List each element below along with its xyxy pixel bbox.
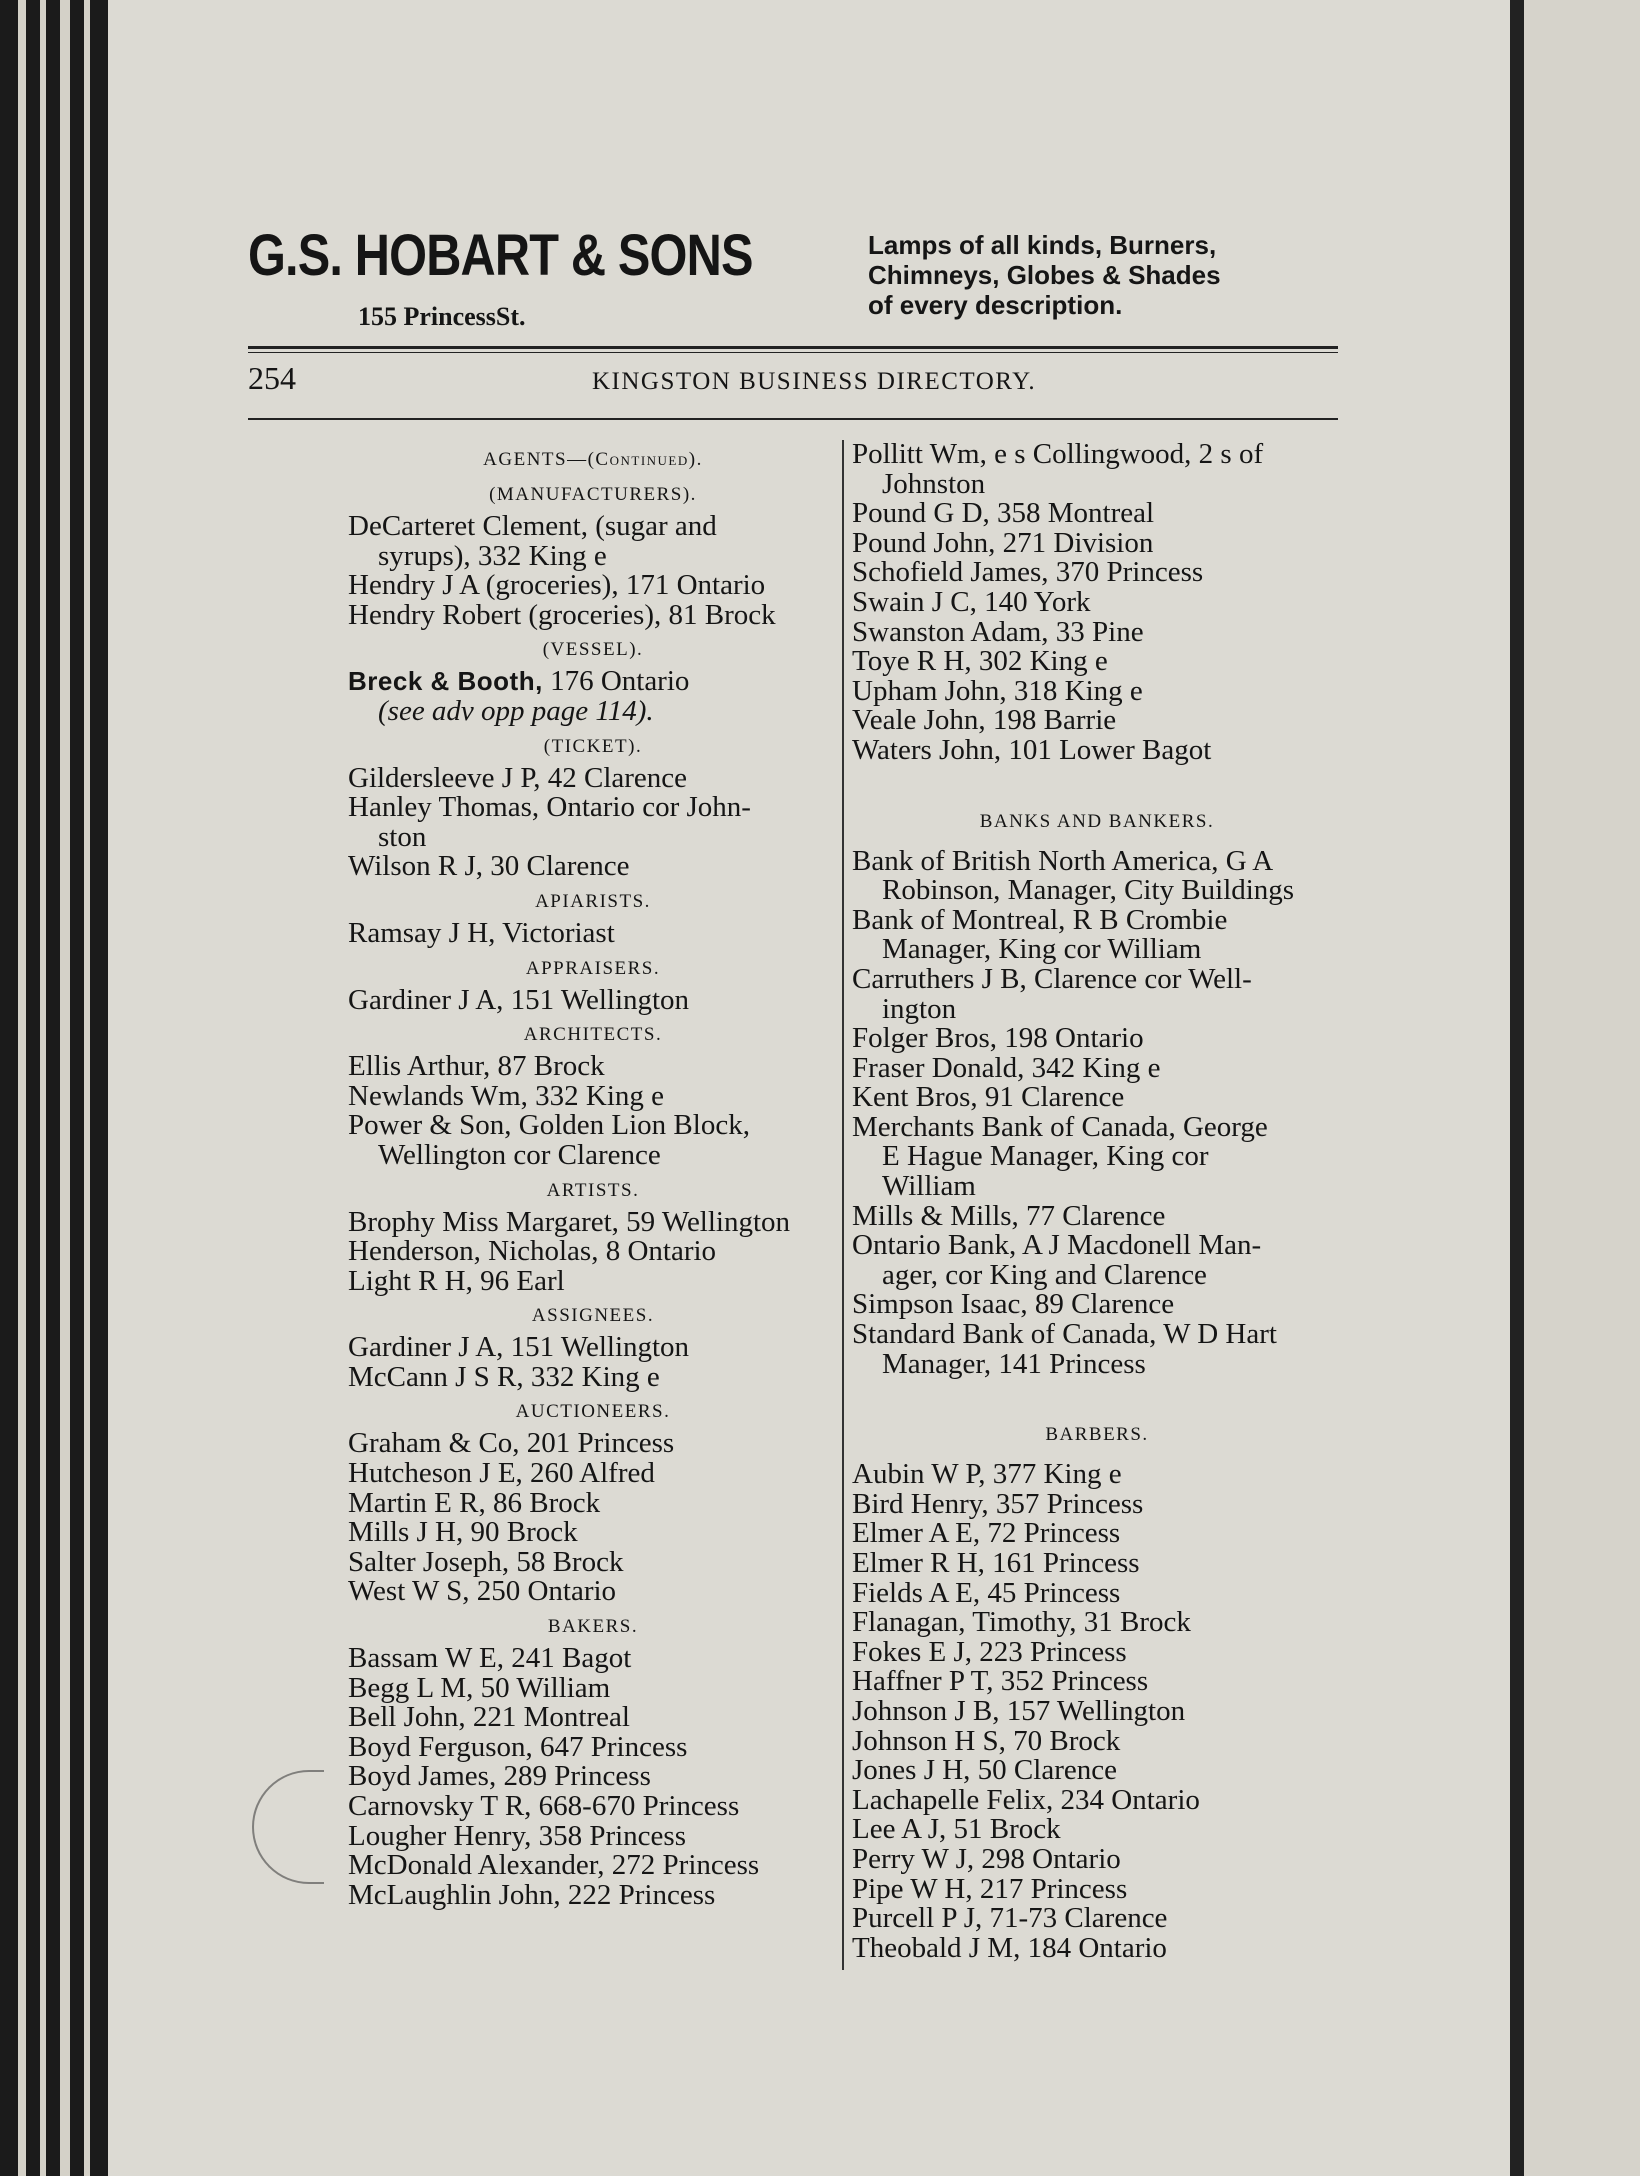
directory-entry: [852, 1667, 1342, 1697]
directory-entry: [852, 1519, 1342, 1549]
directory-entry: [852, 1815, 1342, 1845]
section-heading: ASSIGNEES.: [531, 1305, 655, 1327]
directory-entry: [852, 1576, 1342, 1609]
column-divider: [842, 440, 844, 1970]
directory-entry: [852, 674, 1342, 707]
section-heading: ARTISTS.: [546, 1179, 640, 1201]
directory-entry: [852, 440, 1342, 499]
directory-entry: [852, 499, 1342, 529]
entry-text: Flanagan, Timothy, 31 Brock: [852, 1606, 1191, 1639]
directory-entry: [348, 1762, 838, 1792]
entry-text: Gardiner J A, 151 Wellington: [348, 983, 690, 1016]
entry-text: Mills J H, 90 Brock: [348, 1516, 578, 1549]
directory-entry: [852, 1549, 1342, 1579]
entry-text: Pound G D, 358 Montreal: [852, 497, 1155, 530]
entry-continuation: ington: [882, 992, 957, 1025]
entry-text: Fokes E J, 223 Princess: [852, 1635, 1127, 1668]
directory-entry: [348, 1644, 838, 1674]
directory-entry: [348, 1486, 838, 1519]
directory-entry: [348, 1429, 838, 1459]
entry-text: Henderson, Nicholas, 8 Ontario: [348, 1235, 717, 1268]
page-binding-edge: [0, 0, 108, 2176]
entry-text: Gardiner J A, 151 Wellington: [348, 1331, 690, 1364]
entry-text: Fields A E, 45 Princess: [852, 1576, 1121, 1609]
page-number: 254: [248, 360, 296, 396]
section-heading: ARCHITECTS.: [523, 1024, 663, 1046]
entry-text: Carnovsky T R, 668-670 Princess: [348, 1790, 740, 1822]
directory-entry: [852, 1783, 1342, 1816]
entry-text: Ramsay J H, Victoriast: [348, 916, 615, 949]
entry-continuation: William: [882, 1170, 976, 1203]
directory-entry: [852, 558, 1342, 588]
entry-text: Kent Bros, 91 Clarence: [852, 1081, 1125, 1114]
next-page-edge: [1510, 0, 1640, 2176]
header-rule-bottom: [248, 418, 1338, 420]
directory-entry: [852, 1694, 1342, 1727]
directory-entry: [348, 598, 838, 631]
entry-text: McDonald Alexander, 272 Princess: [348, 1849, 760, 1882]
directory-entry: [852, 1724, 1342, 1757]
entry-text: Johnson J B, 157 Wellington: [852, 1694, 1186, 1727]
right-column: [852, 440, 1342, 1963]
directory-entry: [348, 1205, 838, 1238]
entry-text: Begg L M, 50 William: [348, 1671, 611, 1704]
section-heading: AUCTIONEERS.: [515, 1401, 671, 1423]
directory-entry: [348, 1360, 838, 1393]
entry-text: Pollitt Wm, e s Collingwood, 2 s of: [852, 438, 1264, 470]
entry-text: McCann J S R, 332 King e: [348, 1360, 660, 1393]
directory-entry: [852, 1231, 1342, 1290]
entry-text: Pound John, 271 Division: [852, 526, 1154, 559]
directory-entry: [348, 1671, 838, 1704]
advert-tagline: [868, 230, 1221, 320]
entry-text: Ellis Arthur, 87 Brock: [348, 1050, 605, 1083]
directory-entry: [852, 585, 1342, 618]
directory-entry: [852, 1083, 1342, 1113]
directory-entry: [348, 1545, 838, 1578]
entry-name-bold: Breck & Booth,: [348, 666, 543, 697]
entry-text: Merchants Bank of Canada, George: [852, 1110, 1268, 1143]
directory-entry: [348, 1052, 838, 1082]
directory-entry: [852, 1051, 1342, 1084]
entry-text: McLaughlin John, 222 Princess: [348, 1878, 716, 1911]
entry-text: Upham John, 318 King e: [852, 674, 1143, 707]
entry-text: Gildersleeve J P, 42 Clarence: [348, 761, 688, 794]
entry-text: West W S, 250 Ontario: [348, 1575, 617, 1608]
entry-text: Graham & Co, 201 Princess: [348, 1427, 675, 1460]
advert-business-name: G.S. HOBART & SONS: [248, 223, 753, 288]
header-rule-thin: [248, 352, 1338, 353]
directory-entry: [348, 1577, 838, 1607]
directory-entry: [348, 761, 838, 794]
entry-text: Pipe W H, 217 Princess: [852, 1872, 1128, 1905]
section-heading: APPRAISERS.: [525, 957, 661, 979]
directory-entry: [348, 571, 838, 601]
entry-text: Waters John, 101 Lower Bagot: [852, 733, 1212, 766]
entry-continuation: Manager, King cor William: [882, 933, 1202, 966]
entry-text: Bank of Montreal, R B Crombie: [852, 903, 1228, 936]
directory-entry: [852, 1931, 1342, 1964]
header-rule-top: [248, 346, 1338, 349]
entry-text: Elmer R H, 161 Princess: [852, 1547, 1140, 1579]
entry-text: Hutcheson J E, 260 Alfred: [348, 1457, 655, 1490]
section-heading: APIARISTS.: [535, 890, 651, 912]
entry-continuation: ager, cor King and Clarence: [882, 1258, 1207, 1291]
entry-text: Newlands Wm, 332 King e: [348, 1079, 664, 1112]
entry-text: Purcell P J, 71-73 Clarence: [852, 1902, 1168, 1935]
entry-text: Schofield James, 370 Princess: [852, 556, 1204, 589]
entry-text: Wilson R J, 30 Clarence: [348, 850, 630, 883]
entry-text: Swain J C, 140 York: [852, 585, 1091, 618]
entry-text: Lougher Henry, 358 Princess: [348, 1819, 686, 1852]
entry-text: Perry W J, 298 Ontario: [852, 1842, 1121, 1875]
entry-text: Power & Son, Golden Lion Block,: [348, 1109, 750, 1142]
directory-entry: [852, 1608, 1342, 1638]
directory-entry: [348, 1851, 838, 1881]
directory-entry: [852, 1110, 1342, 1203]
directory-entry: [852, 962, 1342, 1025]
directory-entry: [348, 1819, 838, 1852]
directory-entry: [852, 1635, 1342, 1668]
advert-tagline-line: Lamps of all kinds, Burners,: [868, 230, 1217, 260]
entry-text: DeCarteret Clement, (sugar and: [348, 510, 717, 542]
section-heading: (MANUFACTURERS).: [489, 484, 697, 505]
directory-entry: [348, 1730, 838, 1763]
entry-continuation: Johnston: [882, 467, 986, 500]
entry-text: Lachapelle Felix, 234 Ontario: [852, 1783, 1200, 1816]
entry-continuation: Manager, 141 Princess: [882, 1347, 1146, 1380]
section-heading: (VESSEL).: [542, 639, 644, 661]
entry-text: Fraser Donald, 342 King e: [852, 1051, 1161, 1084]
directory-entry: [348, 1264, 838, 1297]
advert-tagline-line: of every description.: [868, 290, 1123, 320]
directory-entry: [852, 1024, 1342, 1054]
entry-text: Bird Henry, 357 Princess: [852, 1487, 1144, 1520]
directory-entry: [348, 1333, 838, 1363]
section-heading: AGENTS—(Continued).: [483, 449, 703, 470]
entry-text: Theobald J M, 184 Ontario: [852, 1931, 1167, 1964]
directory-entry: [852, 1904, 1342, 1934]
entry-text: Haffner P T, 352 Princess: [852, 1665, 1149, 1698]
directory-entry: [852, 1872, 1342, 1905]
entry-text: Lee A J, 51 Brock: [852, 1813, 1061, 1846]
entry-text: Simpson Isaac, 89 Clarence: [852, 1288, 1175, 1321]
directory-entry: [348, 1703, 838, 1733]
entry-text: Mills & Mills, 77 Clarence: [852, 1199, 1166, 1232]
page-header: [248, 360, 1338, 404]
entry-continuation: Robinson, Manager, City Buildings: [882, 874, 1295, 907]
directory-entry: [348, 852, 838, 882]
directory-entry: [348, 1878, 838, 1911]
entry-text: Hanley Thomas, Ontario cor John-: [348, 791, 751, 824]
entry-text: Folger Bros, 198 Ontario: [852, 1022, 1144, 1055]
directory-entry: [852, 1460, 1342, 1490]
advert-reference-note: (see adv opp page 114).: [378, 694, 654, 727]
directory-entry: [852, 733, 1342, 766]
directory-entry: [852, 1756, 1342, 1786]
section-heading: BANKS AND BANKERS.: [979, 810, 1215, 832]
directory-entry: [348, 916, 838, 949]
directory-entry: [852, 903, 1342, 966]
directory-entry: [348, 512, 838, 571]
entry-text: Hendry J A (groceries), 171 Ontario: [348, 569, 766, 602]
entry-text: Aubin W P, 377 King e: [852, 1458, 1122, 1491]
directory-entry: [852, 844, 1342, 907]
entry-text: Toye R H, 302 King e: [852, 645, 1108, 678]
entry-text: Light R H, 96 Earl: [348, 1264, 565, 1297]
entry-text: Bank of British North America, G A: [852, 844, 1274, 877]
directory-entry: [852, 1842, 1342, 1875]
section-heading: BARBERS.: [1045, 1424, 1149, 1446]
section-heading: (TICKET).: [543, 735, 643, 757]
directory-entry: [852, 647, 1342, 677]
entry-text: Carruthers J B, Clarence cor Well-: [852, 962, 1252, 995]
entry-text: Bell John, 221 Montreal: [348, 1701, 630, 1734]
directory-entry: [852, 615, 1342, 648]
directory-entry: [348, 1792, 838, 1822]
entry-continuation: E Hague Manager, King cor: [882, 1140, 1209, 1173]
entry-text: Swanston Adam, 33 Pine: [852, 615, 1144, 648]
entry-address: 176 Ontario: [542, 665, 690, 698]
entry-text: Salter Joseph, 58 Brock: [348, 1545, 624, 1578]
hobart-advertisement: [248, 222, 1368, 334]
entry-text: Johnson H S, 70 Brock: [852, 1724, 1121, 1757]
entry-text: Elmer A E, 72 Princess: [852, 1517, 1121, 1550]
entry-continuation: syrups), 332 King e: [378, 539, 607, 572]
entry-text: Ontario Bank, A J Macdonell Man-: [852, 1229, 1262, 1262]
entry-text: Standard Bank of Canada, W D Hart: [852, 1318, 1277, 1351]
directory-entry: [348, 983, 838, 1016]
entry-continuation: Wellington cor Clarence: [378, 1138, 661, 1171]
directory-entry: [852, 706, 1342, 736]
page-title: KINGSTON BUSINESS DIRECTORY.: [592, 368, 1037, 395]
directory-entry: [852, 1199, 1342, 1232]
entry-text: Martin E R, 86 Brock: [348, 1486, 601, 1519]
directory-entry: [348, 1079, 838, 1112]
entry-text: Boyd Ferguson, 647 Princess: [348, 1730, 688, 1763]
entry-text: Boyd James, 289 Princess: [348, 1760, 651, 1793]
entry-text: Brophy Miss Margaret, 59 Wellington: [348, 1205, 791, 1238]
advert-address: 155 PrincessSt.: [358, 302, 526, 331]
entry-continuation: ston: [378, 820, 427, 853]
directory-entry: [348, 1518, 838, 1548]
section-heading: BAKERS.: [547, 1616, 639, 1638]
directory-entry: [852, 1320, 1342, 1379]
advert-tagline-line: Chimneys, Globes & Shades: [868, 260, 1221, 290]
directory-entry: [852, 526, 1342, 559]
entry-text: Hendry Robert (groceries), 81 Brock: [348, 598, 776, 631]
directory-entry: [852, 1487, 1342, 1520]
entry-text: Veale John, 198 Barrie: [852, 704, 1117, 737]
directory-entry: [348, 1459, 838, 1489]
directory-entry: [348, 1111, 838, 1170]
directory-entry: [348, 793, 838, 852]
entry-text: Jones J H, 50 Clarence: [852, 1754, 1117, 1787]
directory-entry: [348, 667, 838, 697]
left-column: [348, 440, 838, 1910]
directory-entry: [852, 1290, 1342, 1320]
directory-entry: [348, 1237, 838, 1267]
entry-text: Bassam W E, 241 Bagot: [348, 1642, 632, 1675]
